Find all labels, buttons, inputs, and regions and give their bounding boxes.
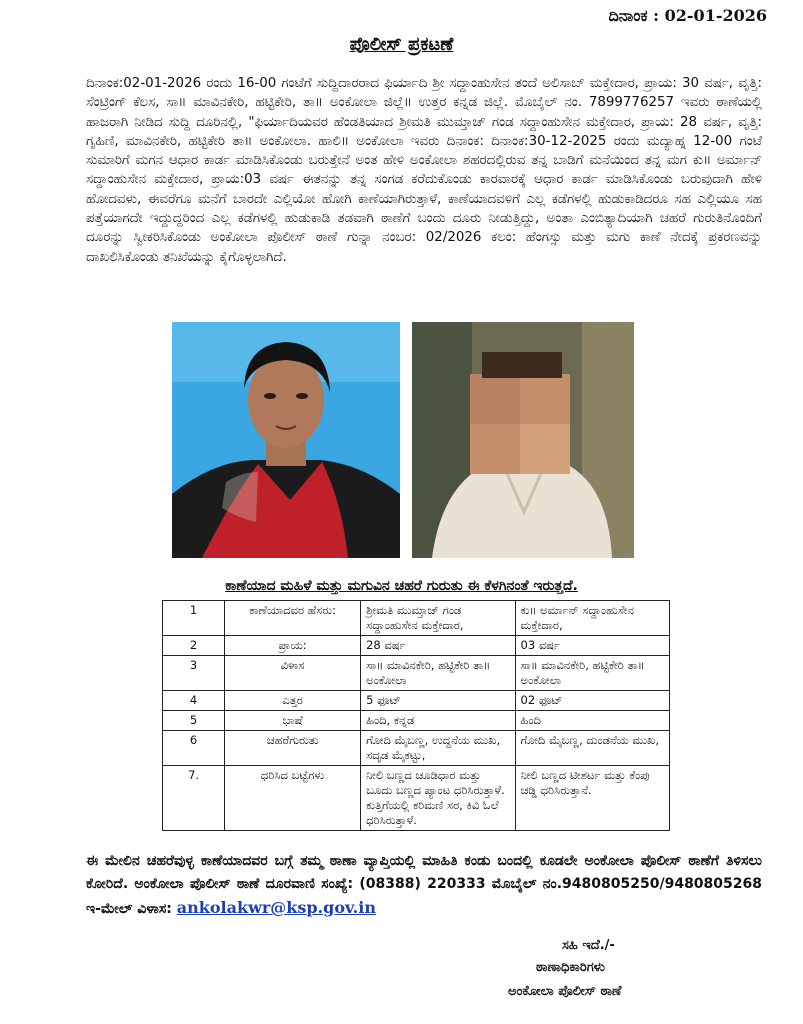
- row-number: 7.: [163, 766, 225, 831]
- signature-line: ಸಹಿ ಇದೆ./-: [562, 938, 615, 953]
- table-row: [163, 636, 670, 656]
- closing-text: ಈ ಮೇಲಿನ ಚಹರೆವುಳ್ಳ ಕಾಣೆಯಾದವರ ಬಗ್ಗೆ ತಮ್ಮ ಠಾಣಾ ವ್ಯಾಪ್ತಿಯಲ್ಲಿ ಮಾಹಿತಿ ಕಂಡು ಬಂದಲ್ಲಿ ಕೂಡಲೇ ಅಂಕೋಲಾ ಪೊಲೀಸ್ ಠಾಣೆಗೆ ತಿಳಿಸಲು ಕೋರಿದೆ. ಅಂಕೋಲಾ ಪೊಲೀಸ್ ಠಾಣೆ ದೂರವಾಣಿ ಸಂಖ್ಯೆ: (08388) 220333 ಮೊಬೈಲ್ ನಂ.9480805250/9480805268 ಇ-ಮೇಲ್ ವಿಳಾಸ:: [86, 853, 762, 917]
- page-title: ಪೊಲೀಸ್ ಪ್ರಕಟಣೆ: [349, 34, 454, 55]
- table-row: [163, 691, 670, 711]
- row-number: 4: [163, 691, 225, 711]
- woman-value: 28 ವರ್ಷ: [361, 636, 515, 656]
- missing-child-photo: [412, 322, 634, 558]
- table-row: [163, 731, 670, 766]
- row-number: 1: [163, 601, 225, 636]
- child-value: ನೀಲಿ ಬಣ್ಣದ ಟೀಶರ್ಟ ಮತ್ತು ಕೆಂಪು ಚಡ್ಡಿ ಧರಿಸಿರುತ್ತಾನೆ.: [515, 766, 669, 831]
- row-label: ಎತ್ತರ: [225, 691, 361, 711]
- woman-value: 5 ಫೂಟ್: [361, 691, 515, 711]
- child-value: ಗೋದಿ ಮೈಬಣ್ಣ, ದುಂಡನೆಯ ಮುಖ,: [515, 731, 669, 766]
- woman-value: ನೀಲಿ ಬಣ್ಣದ ಚೂಡಿಧಾರ ಮತ್ತು ಬೂದು ಬಣ್ಣದ ಪ್ಯಾಂಟ ಧರಿಸಿರುತ್ತಾಳೆ. ಕುತ್ತಿಗೆಯಲ್ಲಿ ಕರಿಮಣಿ ಸರ, ಕಿವಿ ಓಲೆ ಧರಿಸಿರುತ್ತಾಳೆ.: [361, 766, 515, 831]
- row-label: ಭಾಷೆ: [225, 711, 361, 731]
- table-row: [163, 711, 670, 731]
- table-row: [163, 766, 670, 831]
- description-table: [162, 600, 670, 831]
- row-number: 5: [163, 711, 225, 731]
- row-label: ಪ್ರಾಯ:: [225, 636, 361, 656]
- row-number: 6: [163, 731, 225, 766]
- row-number: 3: [163, 656, 225, 691]
- row-label: ವಿಳಾಸ: [225, 656, 361, 691]
- row-label: ಕಾಣೆಯಾದವರ ಹೆಸರು:: [225, 601, 361, 636]
- officer-title: ಠಾಣಾಧಿಕಾರಿಗಳು: [536, 960, 605, 975]
- row-label: ಧರಿಸಿದ ಬಟ್ಟೆಗಳು: [225, 766, 361, 831]
- child-value: ಕು॥ ಅರ್ಮಾನ್ ಸದ್ದಾಂಹುಸೇನ ಮಕ್ತೇದಾರ,: [515, 601, 669, 636]
- table-row: [163, 656, 670, 691]
- woman-value: ಹಿಂದಿ, ಕನ್ನಡ: [361, 711, 515, 731]
- closing-paragraph: [86, 850, 762, 921]
- notice-date: ದಿನಾಂಕ : 02-01-2026: [608, 6, 767, 25]
- row-number: 2: [163, 636, 225, 656]
- row-label: ಚಹರೆಗುರುತು: [225, 731, 361, 766]
- child-value: ಹಿಂದಿ: [515, 711, 669, 731]
- child-value: 03 ವರ್ಷ: [515, 636, 669, 656]
- woman-value: ಸಾ॥ ಮಾವಿನಕೇರಿ, ಹಟ್ಟಿಕೇರಿ ತಾ॥ ಅಂಕೋಲಾ: [361, 656, 515, 691]
- child-value: 02 ಫೂಟ್: [515, 691, 669, 711]
- email-link[interactable]: ankolakwr@ksp.gov.in: [176, 898, 376, 917]
- table-row: [163, 601, 670, 636]
- body-paragraph: ದಿನಾಂಕ:02-01-2026 ರಂದು 16-00 ಗಂಟೆಗೆ ಸುದ್ದಿದಾರರಾದ ಫಿರ್ಯಾದಿ ಶ್ರೀ ಸದ್ದಾಂಹುಸೇನ ತಂದೆ ಅಲಿಸಾಬ್ ಮಕ್ತೇದಾರ, ಪ್ರಾಯ: 30 ವರ್ಷ, ವೃತ್ತಿ: ಸೆಂಟ್ರಿಂಗ್ ಕೆಲಸ, ಸಾ॥ ಮಾವಿನಕೇರಿ, ಹಟ್ಟಿಕೇರಿ, ತಾ॥ ಅಂಕೋಲಾ ಜಿಲ್ಲೆ॥ ಉತ್ತರ ಕನ್ನಡ ಜಿಲ್ಲೆ. ಮೊಬೈಲ್ ನಂ. 7899776257 ಇವರು ಠಾಣೆಯಲ್ಲಿ ಹಾಜರಾಗಿ ನೀಡಿದ ಸುದ್ದಿ ದೂರಿನಲ್ಲಿ, "ಫಿರ್ಯಾದಿಯವರ ಹೆಂಡತಿಯಾದ ಶ್ರೀಮತಿ ಮುಮ್ತಾಜ್ ಗಂಡ ಸದ್ದಾಂಹುಸೇನ ಮಕ್ತೇದಾರ, ಪ್ರಾಯ: 28 ವರ್ಷ, ವೃತ್ತಿ: ಗೃಹಿಣಿ, ಮಾವಿನಕೇರಿ, ಹಟ್ಟಿಕೇರಿ ತಾ॥ ಅಂಕೋಲಾ. ಹಾಲಿ॥ ಅಂಕೋಲಾ ಇವರು ದಿನಾಂಕ: ದಿನಾಂಕ:30-12-2025 ರಂದು ಮದ್ಯಾಹ್ನ 12-00 ಗಂಟೆ ಸುಮಾರಿಗೆ ಮಗನ ಆಧಾರ ಕಾರ್ಡ ಮಾಡಿಸಿಕೊಂಡು ಬರುತ್ತೇನೆ ಅಂತ ಹೇಳಿ ಅಂಕೋಲಾ ಶಹರದಲ್ಲಿರುವ ತನ್ನ ಬಾಡಿಗೆ ಮನೆಯಿಂದ ತನ್ನ ಮಗ ಕು॥ ಅರ್ಮಾನ್ ಸದ್ದಾಂಹುಸೇನ ಮಕ್ತೇದಾರ, ಪ್ರಾಯ:03 ವರ್ಷ ಈತನನ್ನು ತನ್ನ ಸಂಗಡ ಕರೆದುಕೊಂಡು ಕಾರವಾರಕ್ಕೆ ಆಧಾರ ಕಾರ್ಡ ಮಾಡಿಸಿಕೊಂಡು ಬರುವುದಾಗಿ ಹೇಳಿ ಹೋದವಳು, ಈವರೆಗೂ ಮನೆಗೆ ಬಾರದೇ ಎಲ್ಲಿಯೋ ಹೋಗಿ ಕಾಣೆಯಾಗಿರುತ್ತಾಳೆ, ಕಾಣೆಯಾದವಳಿಗೆ ಎಲ್ಲ ಕಡೆಗಳಲ್ಲಿ ಹುಡುಕಾಡಿದರೂ ಸಹ ಎಲ್ಲಿಯೂ ಸಹ ಪತ್ತೆಯಾಗದೇ ಇದ್ದುದ್ದರಿಂದ ಎಲ್ಲ ಕಡೆಗಳಲ್ಲಿ ಹುಡುಕಾಡಿ ತಡವಾಗಿ ಠಾಣೆಗೆ ಬಂದು ದೂರು ನೀಡುತ್ತಿದ್ದು, ಅಂತಾ ಎಂಬಿತ್ಯಾದಿಯಾಗಿ ಚಹರೆ ಗುರುತಿನೊಂದಿಗೆ ದೂರನ್ನು ಸ್ವೀಕರಿಸಿಕೊಂಡು ಅಂಕೋಲಾ ಪೊಲೀಸ್ ಠಾಣೆ ಗುನ್ನಾ ನಂಬರ: 02/2026 ಕಲಂ: ಹೆಂಗಸ್ಸು ಮತ್ತು ಮಗು ಕಾಣೆ ನೇದಕ್ಕೆ ಪ್ರಕರಣವನ್ನು ದಾಖಲಿಸಿಕೊಂಡು ತನಿಖೆಯನ್ನು ಕೈಗೊಳ್ಳಲಾಗಿದೆ.: [86, 76, 762, 265]
- missing-woman-photo: [172, 322, 400, 558]
- station-name: ಅಂಕೋಲಾ ಪೊಲೀಸ್ ಠಾಣೆ: [508, 984, 622, 999]
- woman-value: ಶ್ರೀಮತಿ ಮುಮ್ತಾಜ್ ಗಂಡ ಸದ್ದಾಂಹುಸೇನ ಮಕ್ತೇದಾರ,: [361, 601, 515, 636]
- table-heading: ಕಾಣೆಯಾದ ಮಹಿಳೆ ಮತ್ತು ಮಗುವಿನ ಚಹರೆ ಗುರುತು ಈ ಕೆಳಗಿನಂತೆ ಇರುತ್ತದೆ.: [225, 578, 578, 594]
- woman-value: ಗೋದಿ ಮೈಬಣ್ಣ, ಉದ್ದನೆಯ ಮುಖ, ಸದೃಡ ಮೈಕಟ್ಟು,: [361, 731, 515, 766]
- child-value: ಸಾ॥ ಮಾವಿನಕೇರಿ, ಹಟ್ಟಿಕೇರಿ ತಾ॥ ಅಂಕೋಲಾ: [515, 656, 669, 691]
